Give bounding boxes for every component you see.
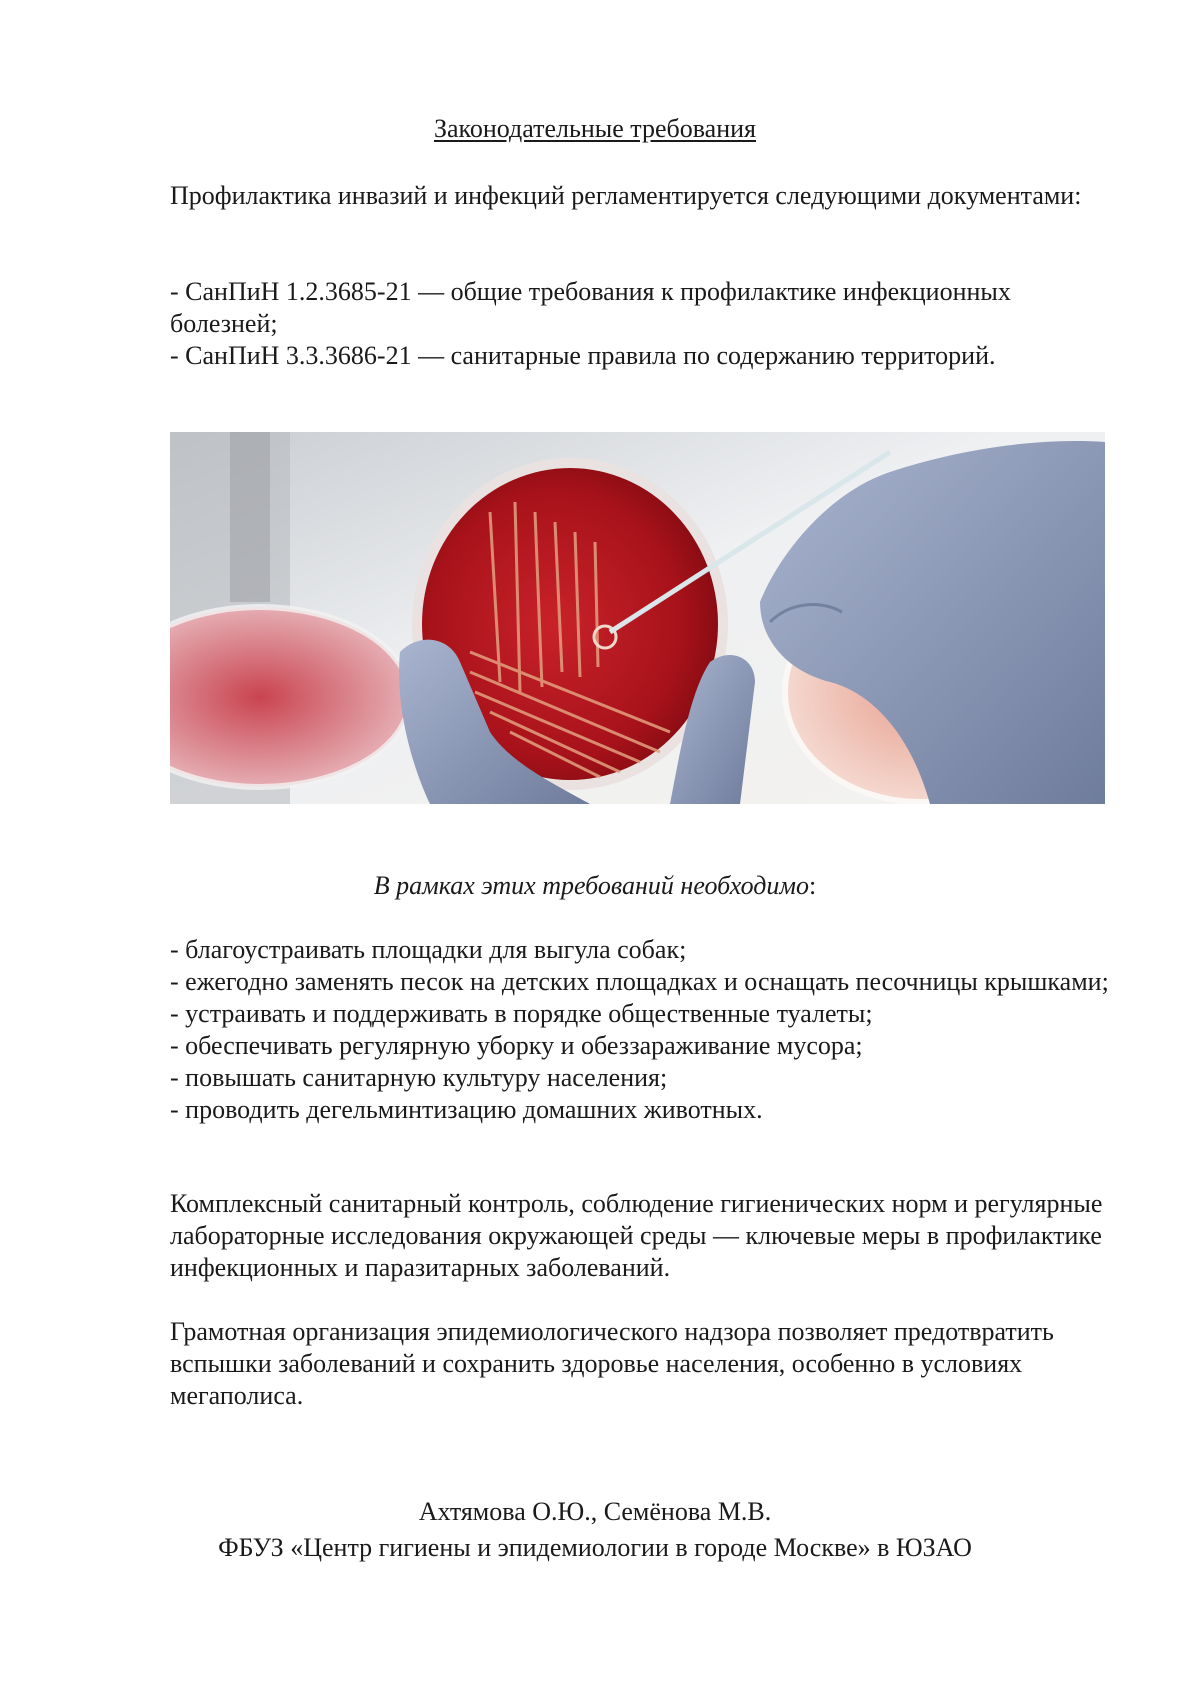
conclusion-text-2: Грамотная организация эпидемиологического надзора позволяет предотвратить вспышки заболеваний и сохранить здоровье населения, особенно в условиях мегаполиса. bbox=[170, 1317, 1054, 1410]
intro-paragraph bbox=[170, 180, 1120, 212]
measure-item: - устраивать и поддерживать в порядке общественные туалеты; bbox=[170, 999, 873, 1028]
conclusion-text-1: Комплексный санитарный контроль, соблюдение гигиенических норм и регулярные лабораторные исследования окружающей среды — ключевые меры в профилактике инфекционных и паразитарных заболеваний. bbox=[170, 1189, 1103, 1282]
petri-dish-illustration bbox=[170, 432, 1105, 804]
subheading-italic: В рамках этих требований необходимо bbox=[373, 871, 810, 900]
measure-item: - обеспечивать регулярную уборку и обеззараживание мусора; bbox=[170, 1031, 863, 1060]
authors-line: Ахтямова О.Ю., Семёнова М.В. bbox=[418, 1497, 772, 1526]
measure-item: - проводить дегельминтизацию домашних животных. bbox=[170, 1095, 763, 1124]
requirements-subheading bbox=[0, 870, 1190, 902]
conclusion-paragraph-2 bbox=[170, 1316, 1120, 1412]
regulation-item: - СанПиН 1.2.3685-21 — общие требования к профилактике инфекционных болезней; bbox=[170, 277, 1011, 338]
measure-item: - повышать санитарную культуру населения; bbox=[170, 1063, 668, 1092]
measure-item: - благоустраивать площадки для выгула собак; bbox=[170, 935, 687, 964]
regulation-item: - СанПиН 3.3.3686-21 — санитарные правила по содержанию территорий. bbox=[170, 341, 996, 370]
intro-text: Профилактика инвазий и инфекций регламентируется следующими документами: bbox=[170, 181, 1082, 210]
lab-photo bbox=[170, 432, 1105, 804]
page-title: Законодательные требования bbox=[433, 114, 756, 143]
measure-item: - ежегодно заменять песок на детских площадках и оснащать песочницы крышками; bbox=[170, 967, 1109, 996]
subheading-suffix: : bbox=[809, 871, 817, 900]
conclusion-paragraph-1 bbox=[170, 1188, 1120, 1284]
organization-line: ФБУЗ «Центр гигиены и эпидемиологии в городе Москве» в ЮЗАО bbox=[218, 1533, 972, 1562]
measures-list bbox=[170, 934, 1120, 1126]
regulations-list bbox=[170, 276, 1120, 372]
